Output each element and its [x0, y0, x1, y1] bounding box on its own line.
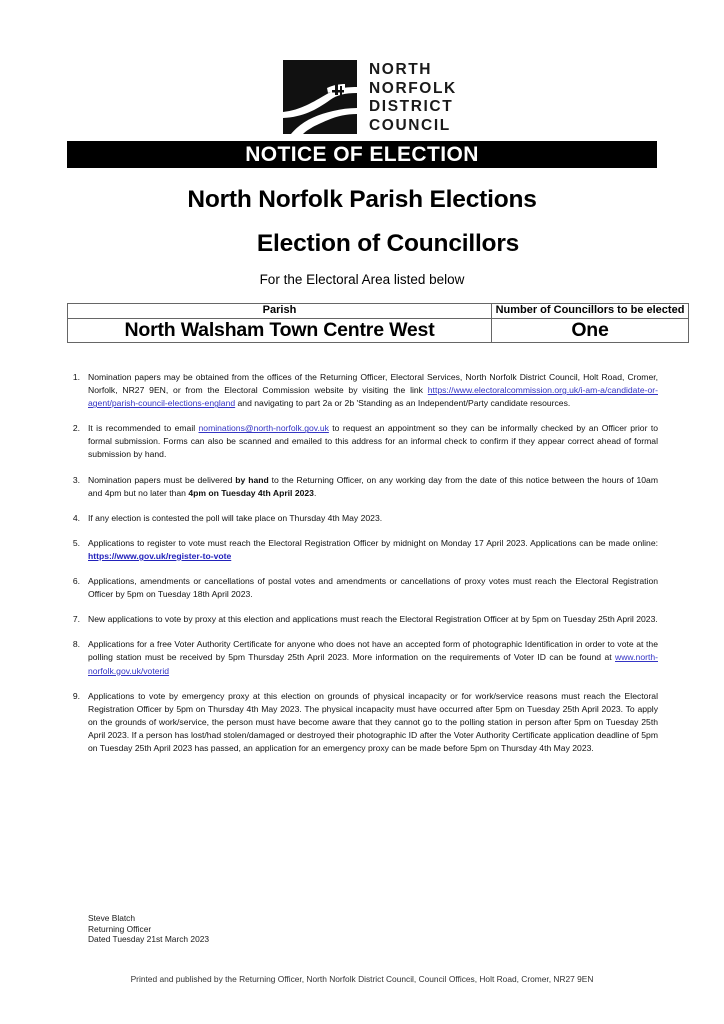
- notice-item-span: Applications to register to vote must reach the Electoral Registration Officer by midnight on Monday 17 April 2023. Applications can be made online:: [88, 537, 658, 548]
- notice-item: [64, 537, 658, 563]
- signature-block: [88, 913, 209, 945]
- notice-item-number: 5.: [72, 537, 80, 548]
- notice-item-text: [88, 512, 658, 525]
- notice-item-number: 1.: [72, 372, 80, 382]
- table-header-parish: Parish: [68, 304, 492, 319]
- notice-item-number: 4.: [72, 512, 80, 523]
- notice-item: [64, 474, 658, 500]
- electoral-area-note: For the Electoral Area listed below: [259, 272, 465, 287]
- notice-item-number: 7.: [72, 614, 80, 625]
- signature-name: Steve Blatch: [88, 913, 136, 923]
- notice-item-span: and navigating to part 2a or 2b 'Standing as an Independent/Party candidate resources.: [235, 398, 571, 409]
- notice-item: [64, 575, 658, 601]
- logo-line-2: NORFOLK: [369, 79, 457, 97]
- notice-item: [64, 371, 658, 410]
- notice-item-link[interactable]: www.north-norfolk.gov.uk/voterid: [88, 652, 658, 676]
- notice-item-number: 8.: [72, 639, 80, 650]
- council-logo-text: [369, 60, 457, 135]
- notice-banner: NOTICE OF ELECTION: [67, 141, 657, 168]
- notice-item-span: to request an appointment so they can be informally checked by an Officer prior to formal submission. Forms can also be scanned and emailed to this address for an informal check to confirm if they appear correct ahead of formal submission by hand.: [88, 423, 658, 460]
- notice-item-text: [88, 690, 658, 755]
- table-cell-parish-name: North Walsham Town Centre West: [68, 318, 492, 342]
- notice-item-number: 6.: [72, 576, 80, 587]
- notice-item-text: [88, 638, 658, 677]
- notice-item-span: Applications, amendments or cancellations of postal votes and amendments or cancellations of proxy votes must reach the Electoral Registration Officer by 5pm on Tuesday 18th April 2023.: [88, 576, 658, 600]
- notice-item-number: 2.: [72, 423, 80, 434]
- page-subtitle: Election of Councillors: [256, 230, 520, 257]
- notice-item-span: If any election is contested the poll will take place on Thursday 4th May 2023.: [88, 512, 383, 523]
- notice-item-number: 9.: [72, 690, 80, 701]
- north-norfolk-landscape-logo-icon: [283, 60, 357, 134]
- signature-date: Dated Tuesday 21st March 2023: [88, 934, 210, 945]
- page-footer: Printed and published by the Returning Officer, North Norfolk District Council, Council Offices, Holt Road, Cromer, NR27 9EN: [130, 974, 594, 984]
- notice-item-span: Nomination papers may be obtained from the offices of the Returning Officer, Electoral Services, North Norfolk District Council, Holt Road, Cromer, Norfolk, NR27 9EN, or from the Electoral Commission website by visiting the link: [88, 372, 658, 396]
- notice-item-text: [88, 613, 658, 626]
- notice-item: [64, 512, 658, 525]
- signature-role: Returning Officer: [88, 923, 152, 934]
- council-logo: [283, 60, 457, 135]
- notice-item: [64, 613, 658, 626]
- notice-item-span: .: [313, 487, 317, 498]
- notice-item-text: [88, 371, 658, 410]
- logo-line-3: DISTRICT: [369, 98, 454, 115]
- notice-item-text: [88, 422, 658, 461]
- notice-item-link[interactable]: https://www.gov.uk/register-to-vote: [88, 550, 232, 561]
- notice-item-text: [88, 474, 658, 500]
- notice-item: [64, 638, 658, 677]
- notice-item-span: Nomination papers must be delivered: [88, 474, 236, 485]
- notice-item-emphasis: by hand: [235, 474, 269, 485]
- logo-line-4: COUNCIL: [369, 116, 451, 134]
- logo-line-1: NORTH: [369, 61, 433, 78]
- page-title: North Norfolk Parish Elections: [187, 186, 537, 213]
- notice-item: [64, 690, 658, 755]
- notice-item-link[interactable]: https://www.electoralcommission.org.uk/i-am-a/candidate-or-agent/parish-council-elections-england: [88, 385, 658, 409]
- notice-item-span: Applications to vote by emergency proxy at this election on grounds of physical incapacity or for work/service reasons must reach the Electoral Registration Officer by 5pm on Thursday 4th May 2023. The physical incapacity must have occurred after 5pm on Tuesday 25th April 2023. To apply on the grounds of work/service, the person must have become aware that they cannot go to the polling station in person after 5pm on Tuesday 25th April 2023. If a person has lost/had stolen/damaged or destroyed their photographic ID after the Voter Authority Certificate application deadline of 5pm on Tuesday 25th April 2023 has passed, an application for an emergency proxy can be made before 5pm on Thursday 4th May 2023.: [88, 690, 658, 753]
- electoral-area-table: [67, 303, 689, 343]
- table-cell-councillor-count: One: [492, 318, 689, 342]
- notice-item-span: Applications for a free Voter Authority Certificate for anyone who does not have an accepted form of photographic Identification in order to vote at the polling station must be received by 5pm Thursday 25th April 2023. More information on the requirements of Voter ID can be found at: [88, 639, 658, 663]
- notice-item-span: It is recommended to email: [88, 423, 199, 434]
- notice-item-number: 3.: [72, 474, 80, 485]
- notice-item-emphasis: 4pm on Tuesday 4th April 2023: [188, 487, 314, 498]
- notice-item-span: to the Returning Officer, on any working day from the date of this notice between the hours of 10am and 4pm but no later than: [88, 474, 658, 498]
- notice-item-text: [88, 537, 658, 563]
- notice-items-list: [64, 371, 658, 767]
- notice-item-link[interactable]: nominations@north-norfolk.gov.uk: [198, 423, 329, 434]
- table-row: [68, 318, 689, 342]
- notice-item-span: New applications to vote by proxy at this election and applications must reach the Electoral Registration Officer at by 5pm on Tuesday 25th April 2023.: [88, 614, 658, 625]
- notice-item: [64, 422, 658, 461]
- table-header-row: [68, 304, 689, 319]
- table-header-councillors: Number of Councillors to be elected: [492, 304, 689, 319]
- notice-item-text: [88, 575, 658, 601]
